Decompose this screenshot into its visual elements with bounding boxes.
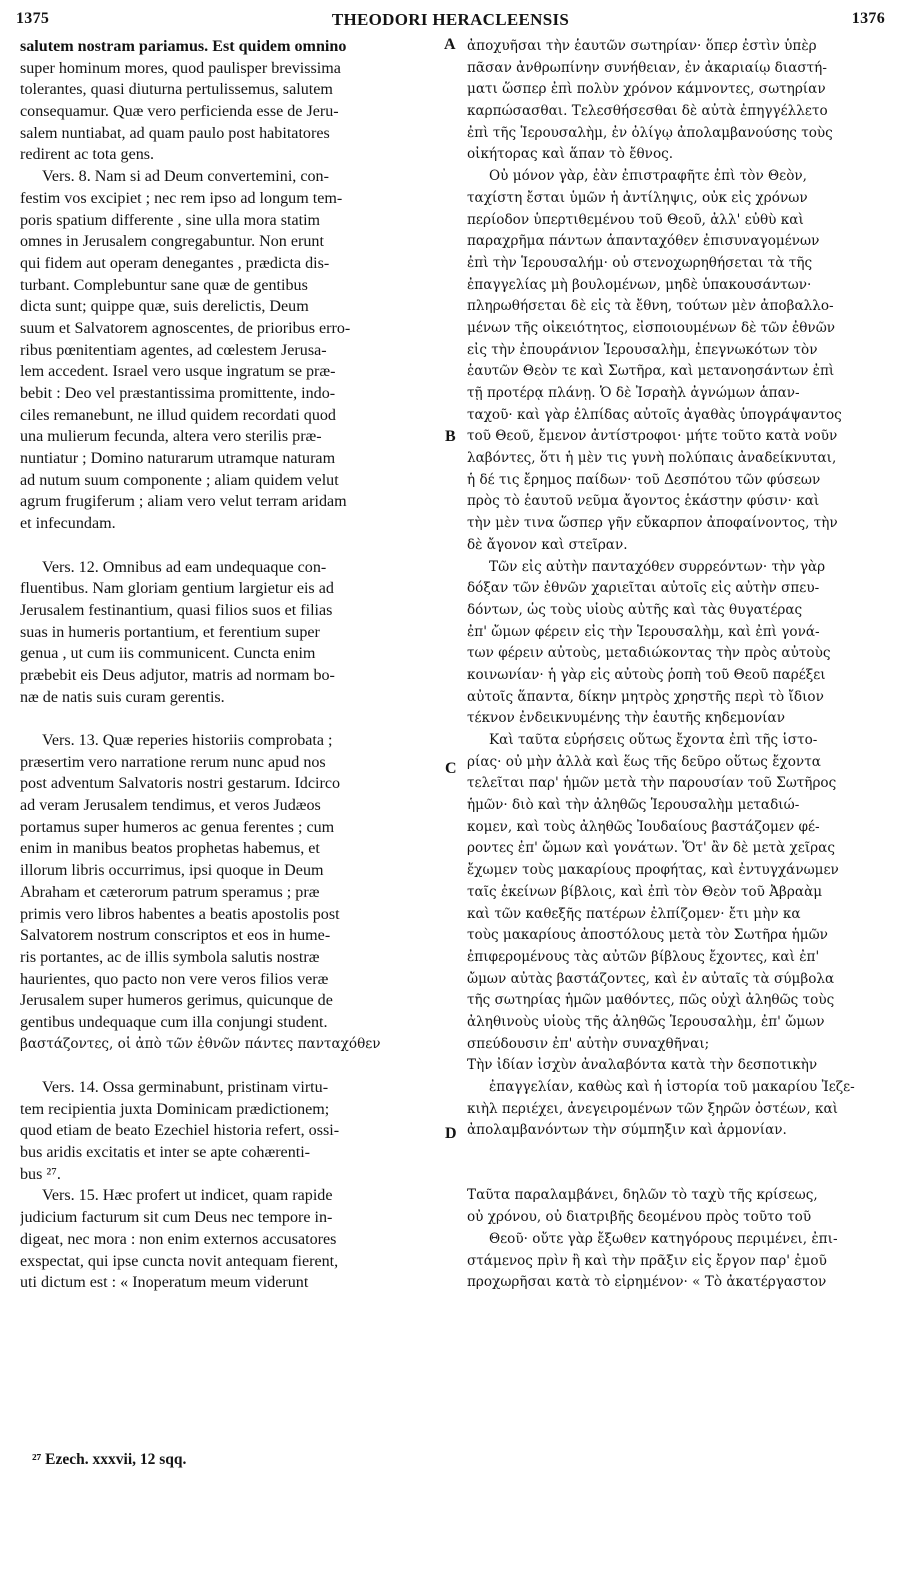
page-number-left: 1375 [16, 10, 50, 27]
text-line: Vers. 8. Nam si ad Deum convertemini, con- [42, 168, 329, 186]
text-line: ἀληθινοὺς υἱοὺς τῆς ἀληθῶς Ἱερουσαλὴμ, ἐπ' ὤμων [467, 1013, 825, 1030]
text-line: super hominum mores, quod paulisper brevissima [20, 59, 341, 77]
text-line: fluentibus. Nam gloriam gentium largietur eis ad [20, 580, 334, 598]
text-line: ciles remanebunt, ne illud quidem recordati quod [20, 406, 336, 424]
text-line: κιὴλ περιέχει, ἀνεγειρομένων τῶν ξηρῶν ὀστέων, καὶ [467, 1100, 838, 1117]
text-line: ad veram Jerusalem tendimus, et veros Judæos [20, 797, 321, 815]
blank-line [20, 708, 440, 730]
text-line: λαβόντες, ὅτι ἡ μὲν τις γυνὴ πολύπαις ἀναδείκνυται, [467, 450, 837, 467]
text-line: δὲ ἄγονον καὶ στεῖραν. [467, 536, 628, 553]
text-line: quod etiam de beato Ezechiel historia refert, ossi- [20, 1122, 340, 1140]
text-line: haurientes, quo pacto non vere veros filios veræ [20, 970, 329, 988]
text-line: ad nutum suum componente ; aliam quidem velut [20, 471, 339, 489]
blank-line [20, 1055, 440, 1077]
section-marker-c: C [445, 760, 457, 777]
text-line: ροντες ἐπ' ὤμων καὶ γονάτων. Ὅτ' ἂν δὲ μετὰ χεῖρας [467, 840, 835, 857]
text-line: τέκνον ἐνδεικνυμένης τὴν ἑαυτῆς κηδεμονίαν [467, 710, 785, 727]
text-line: στάμενος πρὶν ἢ καὶ τὴν πρᾶξιν εἰς ἔργον παρ' ἐμοῦ [467, 1252, 827, 1269]
page-number-right: 1376 [851, 10, 885, 27]
text-line: ταχίστη ἔσται ὑμῶν ἡ ἀντίληψις, οὐκ εἰς χρόνων [467, 189, 808, 206]
text-line: bus ²⁷. [20, 1165, 61, 1183]
text-line: ἐπαγγελίας μὴ βουλομένων, μηδὲ ὑπακουσάντων· [467, 276, 812, 293]
text-line: Τὴν ἰδίαν ἰσχὺν ἀναλαβόντα κατὰ τὴν δεσποτικὴν [467, 1057, 818, 1074]
section-marker-a: A [444, 36, 456, 53]
text-line: ρίας· οὐ μὴν ἀλλὰ καὶ ἕως τῆς δεῦρο οὕτως ἔχοντα [467, 753, 821, 770]
text-line: περίοδον ὑπερτιθεμένου τοῦ Θεοῦ, ἀλλ' εὐθὺ καὶ [467, 211, 804, 228]
text-line: primis vero libros habentes a beatis apostolis post [20, 905, 340, 923]
text-line: enim in manibus beatos prophetas habemus, et [20, 840, 320, 858]
text-line: illorum libris occurrimus, ipsi quoque in Deum [20, 862, 324, 880]
text-line: agrum frugiferum ; aliam vero velut terram aridam [20, 493, 347, 511]
text-line: Vers. 13. Quæ reperies historiis comprobata ; [42, 732, 333, 749]
text-line: ἐπὶ τὴν Ἱερουσαλήμ· οὐ στενοχωρηθήσεται τὰ τῆς [467, 254, 813, 271]
text-line: salutem nostram pariamus. Est quidem omnino [20, 38, 347, 55]
text-line: præbebit eis Deus adjutor, matris ad normam bo- [20, 666, 335, 684]
spanning-line: βαστάζοντες, οἱ ἀπὸ τῶν ἐθνῶν πάντες πανταχόθεν [20, 1035, 381, 1052]
text-line: δόντων, ὡς τοὺς υἱοὺς αὐτῆς καὶ τὰς θυγατέρας [467, 601, 803, 618]
text-line: et infecundam. [20, 515, 116, 533]
blank-line [467, 1142, 879, 1164]
blank-line [20, 535, 440, 557]
text-line: Οὐ μόνον γὰρ, ἐὰν ἐπιστραφῆτε ἐπὶ τὸν Θεὸν, [489, 168, 807, 185]
text-line: κοινωνίαν· ἡ γὰρ εἰς αὐτοὺς ῥοπὴ τοῦ Θεοῦ παρέξει [467, 666, 826, 683]
text-line: Vers. 14. Ossa germinabunt, pristinam virtu- [42, 1079, 329, 1096]
section-marker-d: D [445, 1125, 457, 1142]
text-line: ἀπολαμβανόντων τὴν σύμπηξιν καὶ ἁρμονίαν. [467, 1122, 787, 1139]
text-line: πρὸς τὸ ἑαυτοῦ νεῦμα ἄγοντος ἑκάστην φύσιν· καὶ [467, 493, 820, 510]
text-line: τῇ προτέρᾳ πλάνῃ. Ὁ δὲ Ἰσραὴλ ἀγνώμων ἁπαν- [467, 385, 800, 401]
text-line: judicium facturum sit cum Deus nec tempore in- [20, 1209, 333, 1227]
text-line: præsertim vero narratione rerum nunc apud nos [20, 753, 326, 771]
text-line: αὐτοῖς ἅπαντα, δίκην μητρὸς χρηστῆς περὶ τὸ ἴδιον [467, 688, 824, 705]
text-line: οἰκήτορας καὶ ἅπαν τὸ ἔθνος. [467, 146, 674, 163]
text-line: σπεύδουσιν ἐπ' αὐτὴν συναχθῆναι; [467, 1035, 710, 1052]
text-line: τῆς σωτηρίας ἡμῶν μαθόντες, πῶς οὐχὶ ἀληθῶς τοὺς [467, 992, 835, 1009]
text-line: ribus pœnitentiam agentes, ad cœlestem Jerusa- [20, 341, 327, 359]
blank-line [467, 1164, 879, 1186]
text-line: Jerusalem super humeros gerimus, quicunque de [20, 992, 333, 1010]
text-line: Abraham et cæterorum patrum speramus ; præ [20, 883, 320, 901]
text-line: festim vos excipiet ; nec rem ipso ad longum tem- [20, 189, 343, 207]
text-line: Vers. 15. Hæc profert ut indicet, quam rapide [42, 1187, 333, 1205]
text-line: Jerusalem festinantium, quasi filios suos et filias [20, 601, 333, 619]
text-line: næ de natis suis curam gerentis. [20, 688, 225, 706]
text-line: tem recipientia juxta Dominicam prædictionem; [20, 1100, 330, 1118]
text-line: ματι ὥσπερ ἐπὶ πολὺν χρόνον κάμνοντες, σωτηρίαν [467, 81, 826, 98]
text-line: gentibus undequaque cum illa conjungi student. [20, 1013, 328, 1031]
text-line: ἔχωμεν τοὺς μακαρίους προφήτας, καὶ ἐντυγχάνωμεν [467, 862, 839, 879]
page-header [16, 10, 885, 32]
text-line: πληρωθήσεται δὲ εἰς τὰ ἔθνη, τούτων μὲν ἀποβαλλο- [467, 298, 834, 315]
section-marker-b: B [445, 428, 456, 445]
text-line: Vers. 12. Omnibus ad eam undequaque con- [42, 558, 327, 576]
text-line: poris spatium differente , sine ulla mora statim [20, 211, 321, 229]
text-line: ἐπ' ὤμων φέρειν εἰς τὴν Ἱερουσαλὴμ, καὶ ἐπὶ γονά- [467, 623, 820, 640]
text-line: ταῖς ἐκείνων βίβλοις, καὶ ἐπὶ τὸν Θεὸν τοῦ Ἀβραὰμ [467, 883, 823, 900]
text-line: Salvatorem nostrum conscriptos et eos in hume- [20, 927, 331, 945]
text-line: qui fidem aut operam denegantes , prædicta dis- [20, 254, 330, 272]
text-line: bus aridis excitatis et inter se apte cohærenti- [20, 1144, 311, 1162]
running-title: THEODORI HERACLEENSIS [331, 10, 570, 29]
text-line: Θεοῦ· οὔτε γὰρ ἔξωθεν κατηγόρους περιμένει, ἐπι- [489, 1230, 838, 1247]
text-line: nuntiatur ; Domino naturarum utramque naturam [20, 450, 336, 468]
text-line: προχωρῆσαι κατὰ τὸ εἰρημένον· « Τὸ ἀκατέργαστον [467, 1274, 827, 1291]
text-line: ἐπαγγελίαν, καθὼς καὶ ἡ ἱστορία τοῦ μακαρίου Ἰεζε- [489, 1079, 855, 1095]
text-line: exspectat, qui ipse cuncta novit antequam fierent, [20, 1252, 339, 1270]
text-line: Ταῦτα παραλαμβάνει, δηλῶν τὸ ταχὺ τῆς κρίσεως, [467, 1187, 818, 1204]
text-line: ἐπὶ τῆς Ἱερουσαλὴμ, ἐν ὀλίγῳ ἀπολαμβανούσης τοὺς [467, 124, 833, 141]
greek-column [467, 36, 879, 1294]
text-line: genua , ut cum iis communicent. Cuncta enim [20, 645, 316, 663]
text-line: ταχοῦ· καὶ γὰρ ἐλπίδας αὐτοῖς ἀγαθὰς ὑπογράψαντος [467, 406, 842, 423]
text-line: uti dictum est : « Inoperatum meum viderunt [20, 1274, 309, 1292]
text-line: Τῶν εἰς αὐτὴν πανταχόθεν συρρεόντων· τὴν γὰρ [489, 558, 826, 575]
text-line: δόξαν τῶν ἐθνῶν χαριεῖται αὐτοῖς εἰς αὐτὴν σπευ- [467, 580, 820, 597]
text-line: ἡ δέ τις ἔρημος παίδων· τοῦ Δεσπότου τῶν φύσεων [467, 471, 821, 488]
text-line: ὤμων αὐτὰς βαστάζοντες, καὶ ἐν αὐταῖς τὰ σύμβολα [467, 970, 835, 987]
text-line: omnes in Jerusalem congregabuntur. Non erunt [20, 233, 324, 251]
text-line: una mulierum fecunda, altera vero sterilis præ- [20, 428, 322, 446]
text-line: ἑαυτῶν Θεὸν τε καὶ Σωτῆρα, καὶ μετανοησάντων ἐπὶ [467, 363, 835, 380]
text-line: καρπώσασθαι. Τελεσθήσεσθαι δὲ αὐτὰ ἐπηγγέλλετο [467, 103, 828, 120]
text-line: μένων τῆς οἰκειότητος, εἰσποιουμένων δὲ τῶν ἐθνῶν [467, 319, 836, 336]
text-line: τὴν μὲν τινα ὥσπερ γῆν εὔκαρπον ἀποφαίνοντος, τὴν [467, 515, 838, 532]
text-line: Καὶ ταῦτα εὑρήσεις οὕτως ἔχοντα ἐπὶ τῆς ἱστο- [489, 732, 818, 748]
text-line: ἀποχυῆσαι τὴν ἑαυτῶν σωτηρίαν· ὅπερ ἐστὶν ὑπὲρ [467, 38, 817, 54]
text-line: πᾶσαν ἀνθρωπίνην συνήθειαν, ἐν ἀκαριαίῳ διαστή- [467, 59, 827, 76]
text-line: των φέρειν αὐτοὺς, μεταδιώκοντας τὴν πρὸς αὐτοὺς [467, 645, 831, 662]
text-line: suum et Salvatorem agnoscentes, de prioribus erro- [20, 319, 351, 337]
footnote: ²⁷ Ezech. xxxvii, 12 sqq. [32, 1451, 187, 1468]
text-line: ἐπιφερομένους τὰς αὐτῶν βίβλους ἔχοντες, καὶ ἐπ' [467, 948, 820, 965]
text-line: lem accedent. Israel vero usque ingratum se præ- [20, 363, 336, 381]
text-line: ἡμῶν· διὸ καὶ τὴν ἀληθῶς Ἱερουσαλὴμ μεταδιώ- [467, 797, 800, 814]
text-line: portamus super humeros ac genua ferentes ; cum [20, 818, 335, 836]
text-line: τοὺς μακαρίους ἀποστόλους μετὰ τὸν Σωτῆρα ἡμῶν [467, 927, 828, 944]
text-line: κομεν, καὶ τοὺς ἀληθῶς Ἰουδαίους βαστάζομεν φέ- [467, 818, 820, 835]
text-line: digeat, nec mora : non enim externos accusatores [20, 1230, 337, 1248]
text-line: εἰς τὴν ἐπουράνιον Ἱερουσαλὴμ, ἐπεγνωκότων τὸν [467, 341, 818, 358]
text-line: καὶ τῶν καθεξῆς πατέρων ἐλπίζομεν· ἔτι μὴν κα [467, 905, 801, 922]
text-line: post adventum Salvatoris nostri gestarum. Idcirco [20, 775, 341, 793]
text-line: redirent ac tota gens. [20, 146, 155, 164]
text-line: τελεῖται παρ' ἡμῶν μετὰ τὴν παρουσίαν τοῦ Σωτῆρος [467, 775, 837, 792]
text-line: τοῦ Θεοῦ, ἔμενον ἀντίστροφοι· μήτε τοῦτο κατὰ νοῦν [467, 428, 838, 445]
text-line: οὐ χρόνου, οὐ διατριβῆς δεομένου πρὸς τοῦτο τοῦ [467, 1209, 812, 1226]
text-line: consequamur. Quæ vero perficienda esse de Jeru- [20, 103, 339, 121]
text-line: bebit : Deo vel præstantissima promittente, indo- [20, 385, 336, 402]
text-line: ris portantes, ac de illis symbola salutis nostræ [20, 948, 320, 966]
text-line: turbant. Complebuntur sane quæ de gentibus [20, 276, 308, 294]
text-line: salem nuntiabat, ad quam paulo post habitatores [20, 124, 330, 142]
text-line: παραχρῆμα πάντων ἁπανταχόθεν ἐπισυναγομένων [467, 233, 820, 250]
text-line: dicta sunt; quippe quæ, suis derelictis, Deum [20, 298, 309, 316]
text-line: suas in humeris portantium, et ferentium super [20, 623, 320, 641]
latin-column [20, 36, 440, 1294]
text-line: tolerantes, quasi diuturna pertulissemus, salutem [20, 81, 333, 99]
